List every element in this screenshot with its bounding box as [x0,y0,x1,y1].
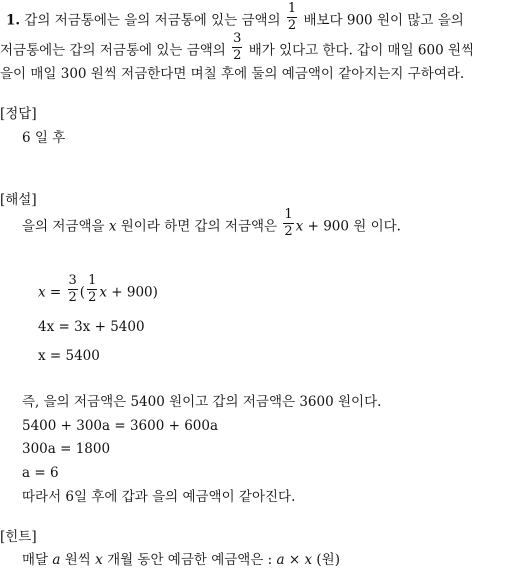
fraction-denominator: 2 [233,47,242,63]
fraction-numerator: 3 [233,31,242,46]
problem-line-3: 을이 매일 300 원씩 저금한다면 며칠 후에 둘의 예금액이 같아지는지 구하여라. [0,66,465,82]
fraction-denominator: 2 [88,289,97,305]
problem-text: 저금통에는 갑의 저금통에 있는 금액의 [0,42,226,59]
hint-segment: 원씩 [64,552,91,568]
equation-1 [38,273,158,305]
hint-expression: a × x [276,552,313,568]
answer-text: 6 일 후 [22,130,66,146]
problem-text: 배가 있다고 한다. 갑이 매일 600 원씩 [248,42,475,59]
solution-text: 을의 저금액을 [22,218,105,235]
variable-x: x [99,284,107,301]
problem-text: 갑의 저금통에는 을의 저금통에 있는 금액의 [24,12,281,29]
fraction [232,32,242,62]
fraction [283,208,293,238]
fraction [287,2,297,32]
fraction-numerator: 3 [68,273,77,288]
fraction-numerator: 1 [287,1,297,16]
variable-x: x [295,218,304,235]
hint-segment: 매달 [22,552,49,568]
solution-header: [해설] [0,192,37,208]
variable-a: a [52,552,61,568]
hint-header: [힌트] [0,529,37,545]
fraction-denominator: 2 [284,223,293,239]
hint-text [22,554,340,568]
fraction-numerator: 1 [88,273,97,288]
solution-text: + 900 원 이다. [307,218,401,235]
solution-line: 300a = 1800 [22,441,111,457]
problem-line-1 [6,1,464,33]
answer-header: [정답] [0,106,37,122]
variable-x: x [108,218,117,235]
solution-line: 5400 + 300a = 3600 + 600a [22,418,219,434]
fraction [87,274,97,304]
fraction [68,274,78,304]
equation-3: x = 5400 [38,348,100,364]
fraction-denominator: 2 [68,289,77,305]
problem-number: 1. [6,12,21,29]
solution-line: a = 6 [22,465,59,481]
hint-segment: 개월 동안 예금한 예금액은 : [107,552,273,568]
paren-open: ( [79,284,86,301]
variable-x: x [95,552,103,568]
equation-2: 4x = 3x + 5400 [38,319,145,335]
fraction-numerator: 1 [284,207,293,222]
solution-intro [22,207,401,239]
hint-segment: (원) [316,552,340,568]
problem-line-2 [0,31,475,63]
solution-line: 즉, 을의 저금액은 5400 원이고 갑의 저금액은 3600 원이다. [22,394,382,410]
solution-line: 따라서 6일 후에 갑과 을의 예금액이 같아진다. [22,489,296,505]
equation-tail: + 900) [111,284,158,301]
problem-text: 배보다 900 원이 많고 을의 [303,12,464,29]
solution-text: 원이라 하면 갑의 저금액은 [120,218,278,235]
equation-lhs: x = [38,284,62,301]
fraction-denominator: 2 [287,17,297,33]
